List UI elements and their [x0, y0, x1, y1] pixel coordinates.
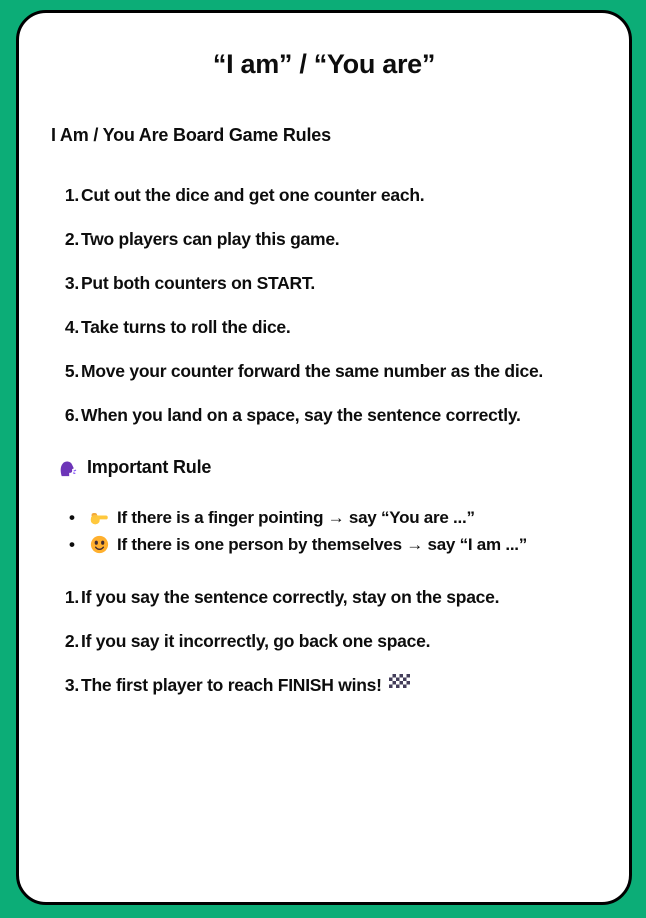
rule-item	[19, 360, 619, 382]
rules-card	[16, 10, 632, 905]
rule-text: The first player to reach FINISH wins!	[81, 675, 382, 695]
setup-rules-list	[19, 184, 619, 448]
rule-text: If you say it incorrectly, go back one space.	[81, 631, 431, 651]
bullet-dot: •	[69, 534, 75, 554]
rule-text: Move your counter forward the same number as the dice.	[81, 361, 544, 381]
rule-item	[19, 674, 619, 696]
rule-item	[19, 184, 619, 206]
section-heading: I Am / You Are Board Game Rules	[51, 125, 331, 145]
list-item	[19, 531, 619, 558]
speaking-head-icon	[57, 458, 77, 478]
rule-item	[19, 630, 619, 652]
hint-text: If there is a finger pointing → say “You are ...”	[117, 507, 475, 527]
hint-text: If there is one person by themselves → say “I am ...”	[117, 534, 528, 554]
rule-text: Cut out the dice and get one counter each.	[81, 185, 425, 205]
rule-item	[19, 272, 619, 294]
rule-item	[19, 404, 619, 426]
winning-rules-list	[19, 586, 619, 718]
rule-text: Two players can play this game.	[81, 229, 340, 249]
pronoun-hints-list	[19, 504, 619, 558]
important-rule-heading	[57, 457, 211, 478]
rule-number: 1.	[64, 587, 79, 607]
pointing-finger-icon	[89, 508, 109, 528]
rule-number: 3.	[64, 273, 79, 293]
list-item	[19, 504, 619, 531]
rule-number: 5.	[64, 361, 79, 381]
rule-item	[19, 316, 619, 338]
important-rule-label: Important Rule	[87, 457, 212, 477]
rule-text: Take turns to roll the dice.	[81, 317, 291, 337]
rule-text: If you say the sentence correctly, stay on the space.	[81, 587, 500, 607]
rule-text: Put both counters on START.	[81, 273, 316, 293]
rule-text: When you land on a space, say the sentence correctly.	[81, 405, 521, 425]
rule-item	[19, 586, 619, 608]
rule-number: 2.	[64, 631, 79, 651]
rule-number: 3.	[64, 675, 79, 695]
checkered-flag-icon	[389, 674, 410, 688]
rule-item	[19, 228, 619, 250]
page-title: “I am” / “You are”	[212, 49, 436, 79]
rule-number: 4.	[64, 317, 79, 337]
smiling-face-icon	[89, 535, 109, 554]
rule-number: 1.	[64, 185, 79, 205]
rule-number: 6.	[64, 405, 79, 425]
rule-number: 2.	[64, 229, 79, 249]
bullet-dot: •	[69, 507, 75, 527]
